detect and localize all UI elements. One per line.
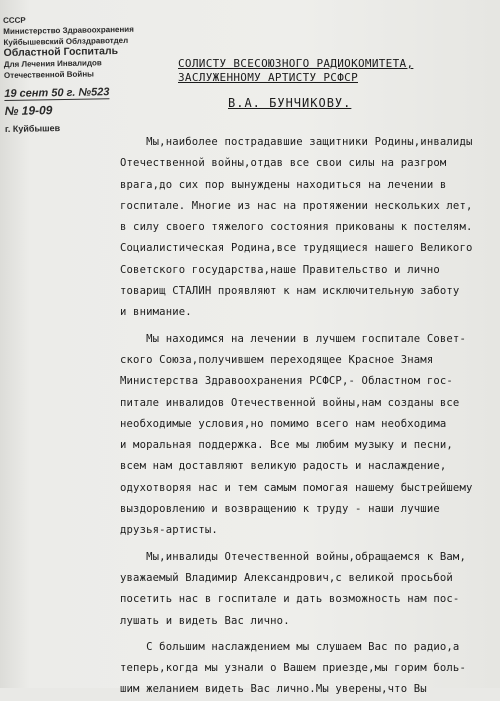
recipient-title <box>178 57 413 85</box>
letter-line: всем нам доставляют великую радость и наслаждение, <box>120 460 447 473</box>
letter-line: С большим наслаждением мы слушаем Вас по радио,а <box>120 640 460 653</box>
letter-line: и внимание. <box>120 306 192 319</box>
letter-line: теперь,когда мы узнали о Вашем приезде,мы горим боль- <box>120 662 466 675</box>
letter-body <box>120 132 498 701</box>
letter-line: в силу своего тяжелого состояния прикованы к постелям. <box>120 221 473 234</box>
stamp-number: № 19-09 <box>4 103 53 119</box>
stamp-date-value: 19 сент 50 г. №523 <box>4 86 110 101</box>
stamp-date <box>4 87 122 100</box>
letter-line: госпитале. Многие из нас на протяжении нескольких лет, <box>120 199 473 212</box>
letter-line: уважаемый Владимир Александрович,с великой просьбой <box>120 571 453 584</box>
recipient-title-line-1: СОЛИСТУ ВСЕСОЮЗНОГО РАДИОКОМИТЕТА, <box>178 57 414 70</box>
letter-line: выздоровлению и возвращению к труду - наши лучшие <box>120 503 440 516</box>
letter-line: лушать и видеть Вас лично. <box>120 614 290 627</box>
letter-line: Отечественной войны,отдав все свои силы на разгром <box>120 157 447 170</box>
letter-line: друзья-артисты. <box>120 524 218 537</box>
stamp-country: СССР <box>2 15 26 26</box>
letter-line: Мы,инвалиды Отечественной войны,обращаемся к Вам, <box>120 550 466 563</box>
letter-line: одухотворяя нас и тем самым помогая нашему быстрейшему <box>120 481 473 494</box>
recipient-title-line-2: ЗАСЛУЖЕННОМУ АРТИСТУ РСФСР <box>178 71 358 84</box>
hospital-stamp <box>2 13 134 135</box>
letter-line: шим желанием видеть Вас лично.Мы уверены,что Вы <box>120 683 427 696</box>
letter-line: необходимые условия,но помимо всего нам необходима <box>120 417 447 430</box>
letter-line: ского Союза,получившем переходящее Красное Знамя <box>120 353 434 366</box>
stamp-department: Куйбышевский Облздравотдел <box>3 35 129 48</box>
stamp-city: г. Куйбышев <box>4 123 61 135</box>
letter-line: Мы находимся на лечении в лучшем госпитале Совет- <box>120 332 466 345</box>
letter-line: посетить нас в госпитале и дать возможность нам пос- <box>120 593 460 606</box>
letter-line: Советского государства,наше Правительство и лично <box>120 263 440 276</box>
letter-line: Министерства Здравоохранения РСФСР,- Областном гос- <box>120 375 453 388</box>
letter-line: Социалистическая Родина,все трудящиеся нашего Великого <box>120 242 473 255</box>
letter-line: врага,до сих пор вынуждены находиться на лечении в <box>120 178 447 191</box>
stamp-hospital: Областной Госпиталь <box>3 45 119 60</box>
letter-line: и моральная поддержка. Все мы любим музыку и песни, <box>120 439 453 452</box>
letter-line: товарищ СТАЛИН проявляют к нам исключительную заботу <box>120 285 460 298</box>
stamp-purpose: Для Лечения Инвалидов <box>3 58 102 70</box>
letter-line: Мы,наиболее пострадавшие защитники Родины,инвалиды <box>120 136 473 148</box>
letter-line: питале инвалидов Отечественной войны,нам созданы все <box>120 396 460 409</box>
recipient-name: В.А. БУНЧИКОВУ. <box>228 96 352 110</box>
stamp-ministry: Министерство Здравоохранения <box>3 24 134 37</box>
stamp-purpose-2: Отечественной Войны <box>3 69 95 81</box>
